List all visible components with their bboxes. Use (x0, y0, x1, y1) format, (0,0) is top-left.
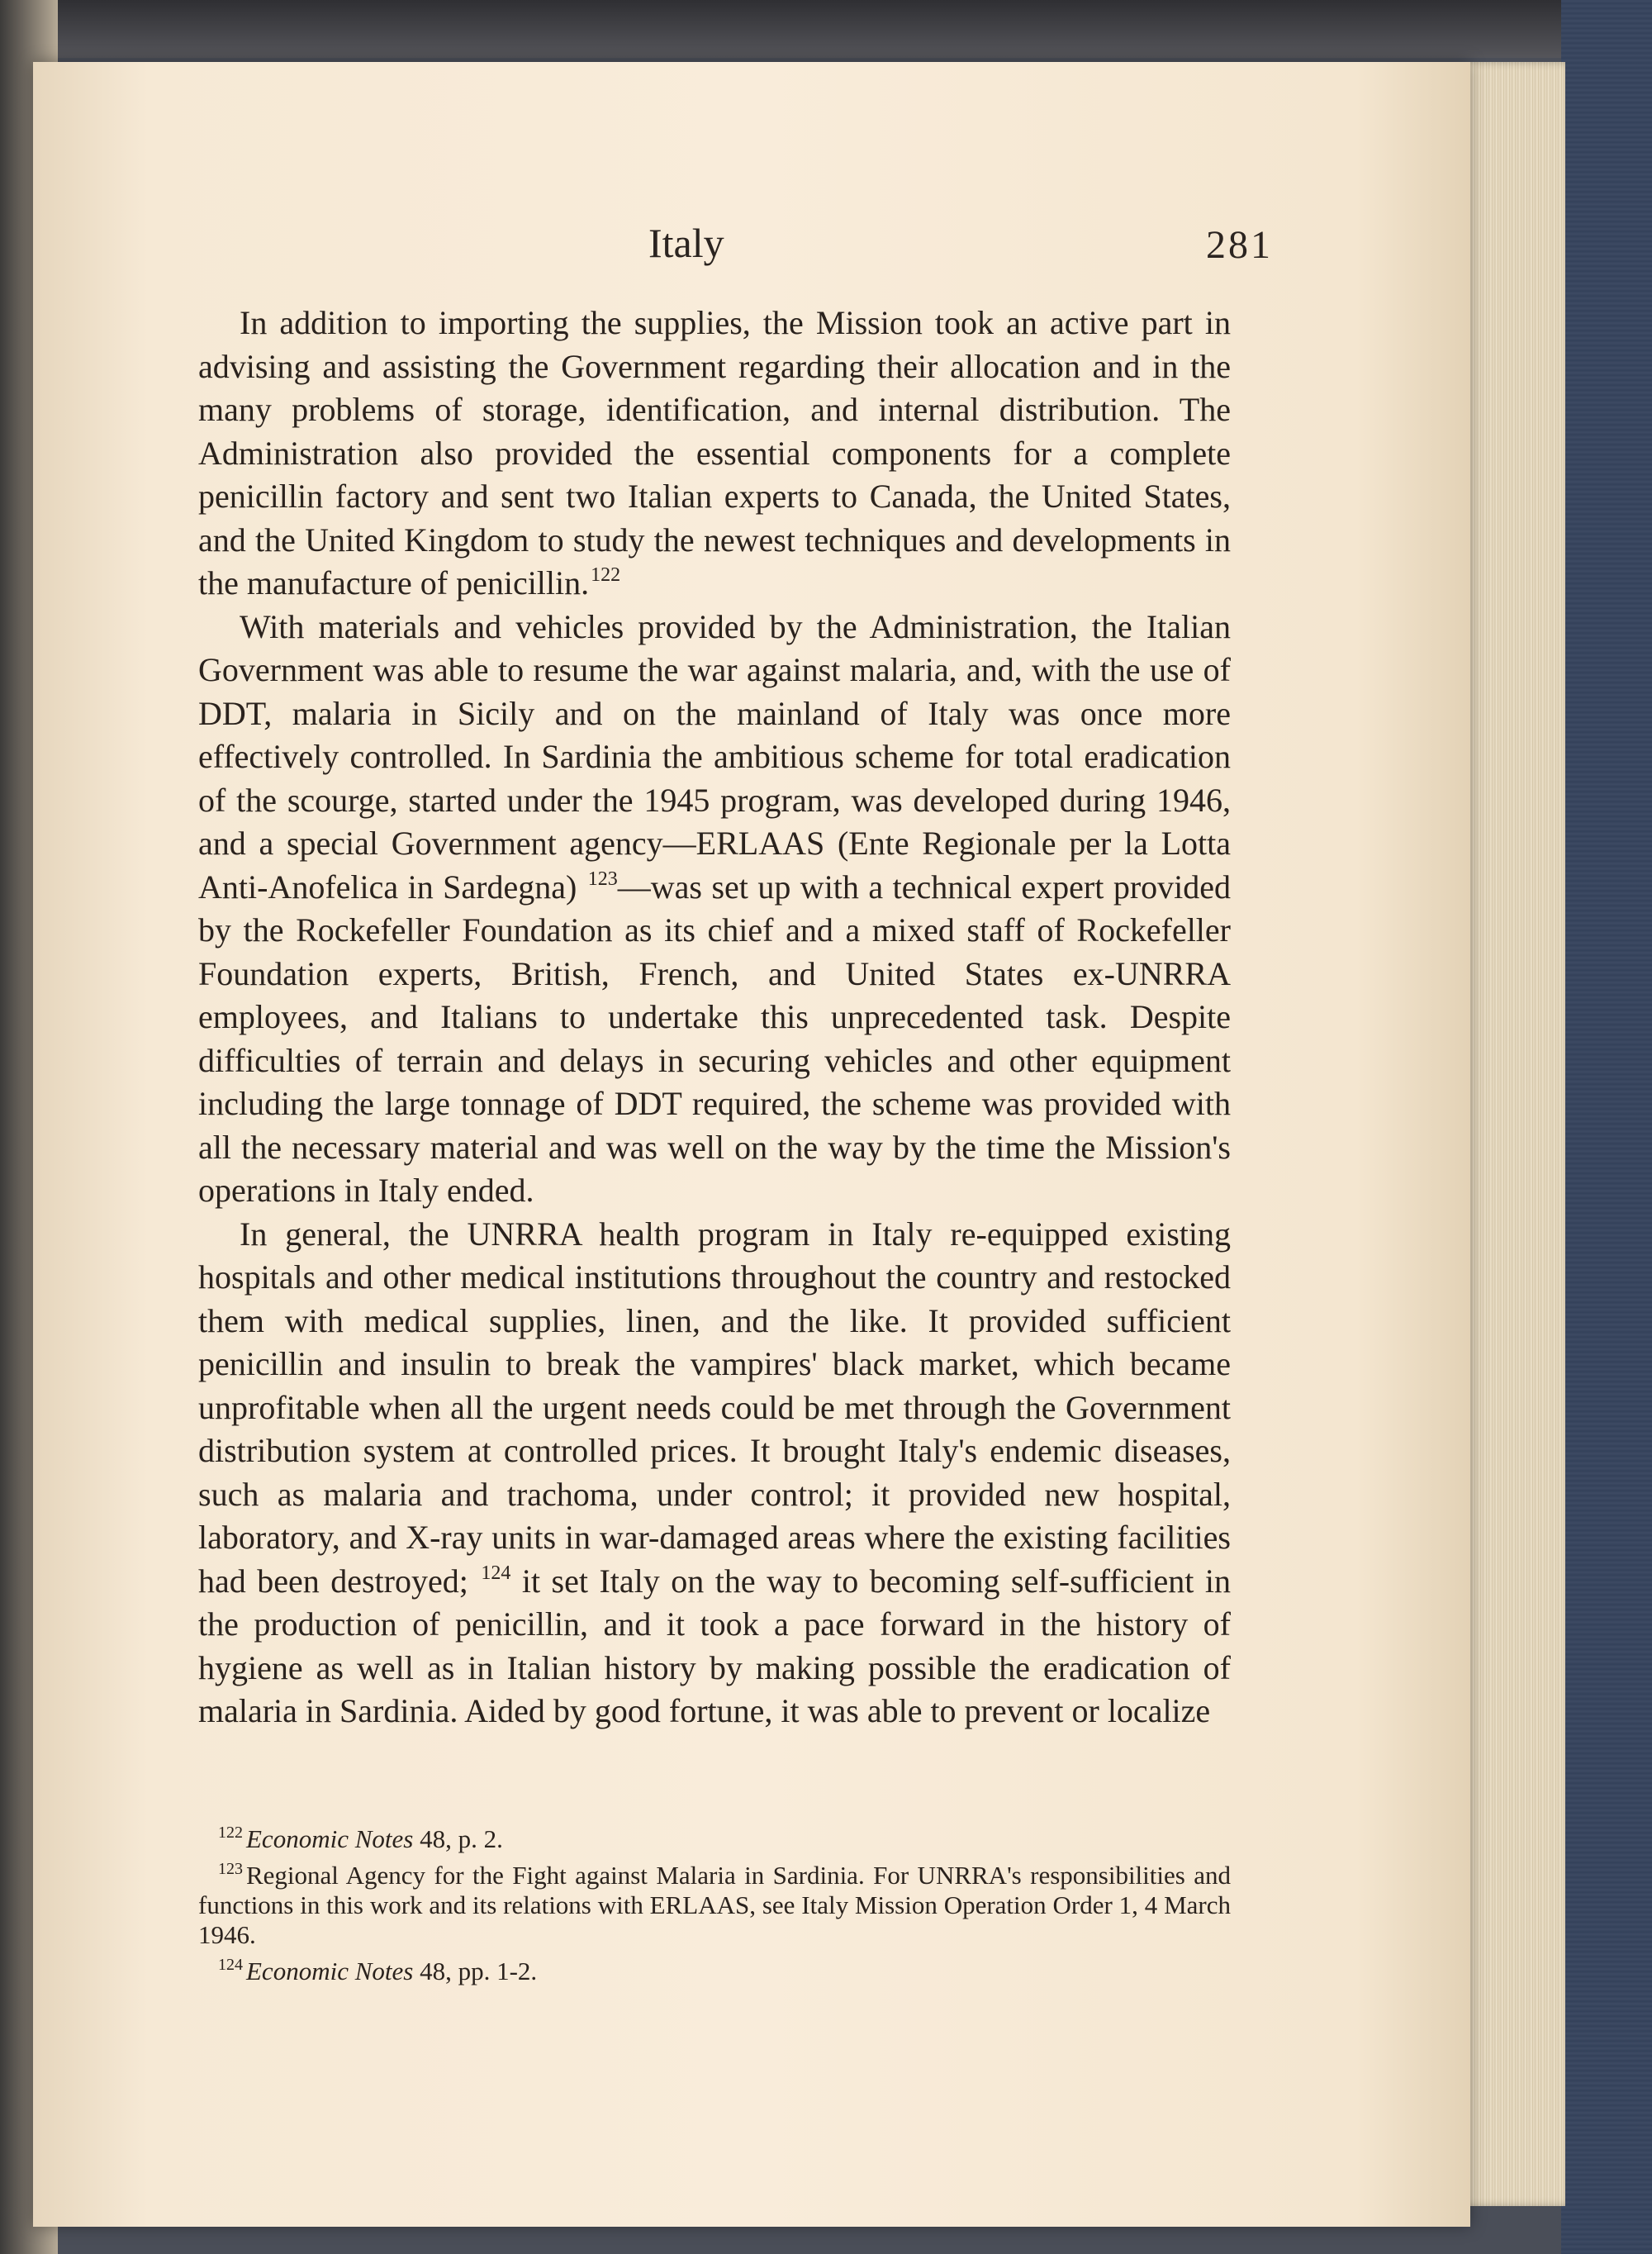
footnote-text: Regional Agency for the Fight against Malaria in Sardinia. For UNRRA's responsibilities and functions in this work and its relations with ERLAAS, see Italy Mission Operation Order 1, 4 March 1946. (198, 1861, 1231, 1949)
footnote (198, 1950, 1231, 1986)
paragraph-text: In addition to importing the supplies, the Mission took an active part in advising and assisting the Government regarding their allocation and in the many problems of storage, identification, and internal distribution. The Administration also provided the essential components for a complete penicillin factory and sent two Italian experts to Canada, the United States, and the United Kingdom to study the newest techniques and developments in the manufacture of penicillin. (198, 304, 1231, 602)
footnote-text: 48, pp. 1-2. (420, 1957, 538, 1985)
paragraph-text: With materials and vehicles provided by the Administration, the Italian Government was able to resume the war against malaria, and, with the use of DDT, malaria in Sicily and on the mainland of Italy was once more effectively controlled. In Sardinia the ambitious scheme for total eradication of the scourge, started under the 1945 program, was developed during 1946, and a special Government agency—ERLAAS (Ente Regionale per la Lotta Anti-Anofelica in Sardegna) (198, 607, 1231, 906)
footnote-reference: 122 (591, 564, 621, 586)
footnote-text: 48, p. 2. (420, 1824, 503, 1853)
page-edges (1458, 62, 1565, 2206)
paragraph (198, 1213, 1231, 1733)
paragraph-text: —was set up with a technical expert provided by the Rockefeller Foundation as its chief and a mixed staff of Rockefeller Foundation experts, British, French, and United States ex-UNRRA employees, and Italians to undertake this unprecedented task. Despite difficulties of terrain and delays in securing vehicles and other equipment including the large tonnage of DDT required, the scheme was provided with all the necessary material and was well on the way by the time the Mission's operations in Italy ended. (198, 868, 1231, 1209)
running-head (33, 219, 1470, 285)
footnote (198, 1854, 1231, 1950)
paragraph (198, 302, 1231, 606)
book-page (33, 62, 1470, 2227)
footnote-number: 123 (218, 1860, 243, 1878)
paragraph (198, 606, 1231, 1213)
book-cover-right (1561, 0, 1652, 2254)
footnote-number: 122 (218, 1824, 243, 1842)
footnote-reference: 123 (587, 868, 618, 890)
body-text (198, 302, 1231, 1733)
paragraph-text: In general, the UNRRA health program in Italy re-equipped existing hospitals and other medical institutions throughout the country and restocked them with medical supplies, linen, and the like. It provided sufficient penicillin and insulin to break the vampires' black market, which became unprofitable when all the urgent needs could be met through the Government distribution system at controlled prices. It brought Italy's endemic diseases, such as malaria and trachoma, under control; it provided new hospital, laboratory, and X-ray units in war-damaged areas where the existing facilities had been destroyed; (198, 1215, 1231, 1600)
paragraph-text: it set Italy on the way to becoming self-sufficient in the production of penicillin, and it took a pace forward in the history of hygiene as well as in Italian history by making possible the eradication of malaria in Sardinia. Aided by good fortune, it was able to prevent or localize (198, 1562, 1232, 1729)
page-title: Italy (648, 220, 724, 266)
footnote-source-title: Economic Notes (246, 1824, 414, 1853)
page-number: 281 (1206, 223, 1273, 267)
footnote-number: 124 (218, 1956, 243, 1974)
book-cover-top (0, 0, 1652, 58)
footnote-source-title: Economic Notes (246, 1957, 414, 1985)
footnotes (198, 1818, 1231, 1986)
footnote (198, 1818, 1231, 1854)
footnote-reference: 124 (481, 1562, 511, 1584)
